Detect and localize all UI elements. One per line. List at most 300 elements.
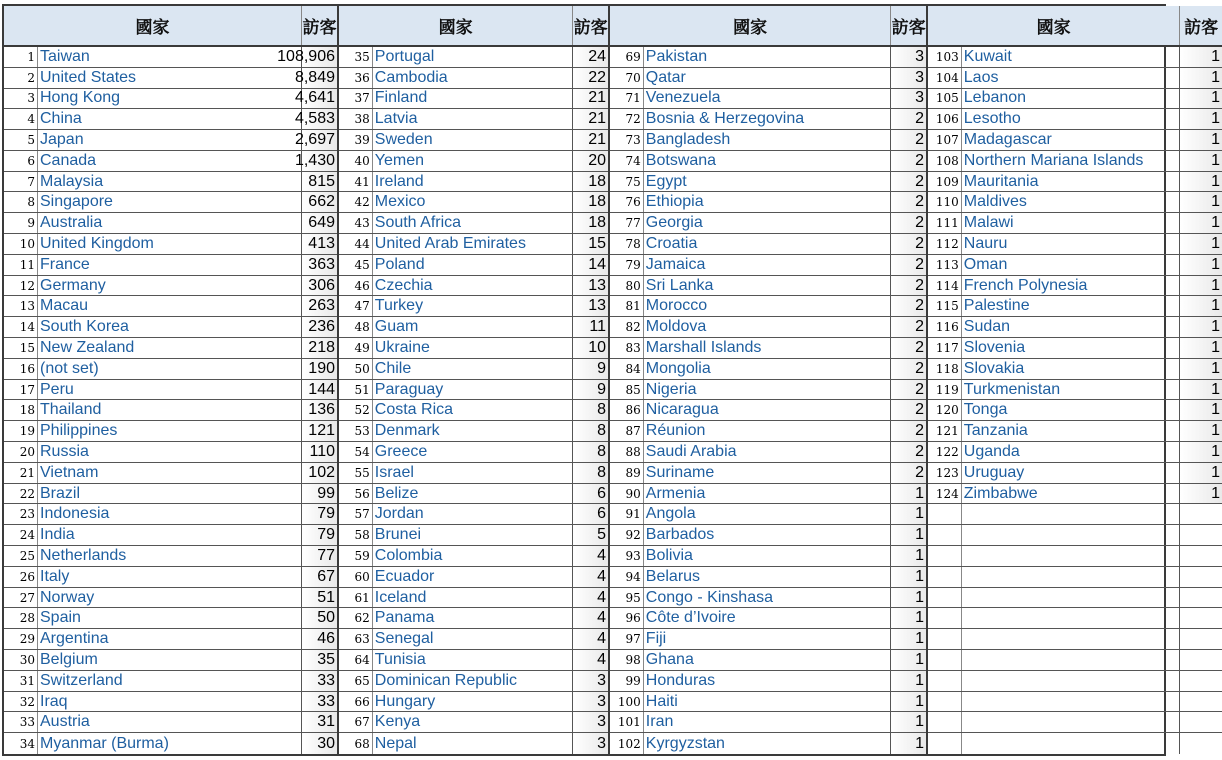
rank-cell: 102 bbox=[610, 733, 644, 754]
country-name-cell: Mexico bbox=[373, 192, 573, 212]
visitors-cell: 24 bbox=[573, 47, 608, 67]
rank-cell: 64 bbox=[339, 650, 373, 670]
rank-cell: 60 bbox=[339, 567, 373, 587]
rank-cell bbox=[928, 733, 962, 754]
rank-cell: 78 bbox=[610, 234, 644, 254]
visitors-cell: 2 bbox=[891, 421, 926, 441]
table-row bbox=[610, 650, 926, 671]
visitors-cell: 2 bbox=[891, 380, 926, 400]
country-name-cell: Madagascar bbox=[962, 130, 1181, 150]
table-row bbox=[610, 400, 926, 421]
table-row bbox=[610, 255, 926, 276]
visitors-cell: 79 bbox=[302, 525, 337, 545]
country-name-cell: Iraq bbox=[38, 692, 302, 712]
table-row bbox=[928, 650, 1222, 671]
table-block bbox=[926, 6, 1222, 754]
table-row bbox=[339, 151, 608, 172]
country-name-cell bbox=[962, 608, 1181, 628]
table-row bbox=[4, 317, 337, 338]
table-row bbox=[339, 733, 608, 754]
country-name-cell: Belarus bbox=[644, 567, 891, 587]
rank-cell bbox=[928, 546, 962, 566]
visitors-cell: 77 bbox=[302, 546, 337, 566]
visitors-cell: 2 bbox=[891, 255, 926, 275]
country-name-cell: Taiwan bbox=[38, 47, 302, 67]
rank-cell: 44 bbox=[339, 234, 373, 254]
visitors-cell: 30 bbox=[302, 733, 337, 754]
table-row bbox=[928, 567, 1222, 588]
rank-cell: 19 bbox=[4, 421, 38, 441]
visitors-cell: 33 bbox=[302, 671, 337, 691]
rank-cell: 66 bbox=[339, 692, 373, 712]
rank-cell: 53 bbox=[339, 421, 373, 441]
visitors-cell: 1 bbox=[891, 588, 926, 608]
visitors-cell: 9 bbox=[573, 380, 608, 400]
country-name-cell: United Arab Emirates bbox=[373, 234, 573, 254]
table-header bbox=[610, 6, 926, 47]
table-row bbox=[4, 172, 337, 193]
visitors-cell: 306 bbox=[302, 276, 337, 296]
rank-cell: 116 bbox=[928, 317, 962, 337]
country-name-cell: Egypt bbox=[644, 172, 891, 192]
rank-cell: 29 bbox=[4, 629, 38, 649]
country-name-cell: Laos bbox=[962, 68, 1181, 88]
visitors-cell: 263 bbox=[302, 296, 337, 316]
table-row bbox=[339, 109, 608, 130]
visitors-cell: 1 bbox=[1180, 296, 1222, 316]
rank-cell: 7 bbox=[4, 172, 38, 192]
header-country: 國家 bbox=[928, 6, 1180, 45]
rank-cell: 105 bbox=[928, 89, 962, 109]
visitors-cell: 1 bbox=[1180, 151, 1222, 171]
visitors-cell: 2 bbox=[891, 213, 926, 233]
rank-cell: 10 bbox=[4, 234, 38, 254]
visitors-cell bbox=[1180, 692, 1222, 712]
table-row bbox=[339, 484, 608, 505]
visitors-cell: 2 bbox=[891, 442, 926, 462]
visitors-cell: 2 bbox=[891, 400, 926, 420]
table-row bbox=[610, 109, 926, 130]
rank-cell: 6 bbox=[4, 151, 38, 171]
visitors-cell: 46 bbox=[302, 629, 337, 649]
visitors-cell: 18 bbox=[573, 213, 608, 233]
visitors-cell: 1 bbox=[1180, 47, 1222, 67]
visitors-cell: 815 bbox=[302, 172, 337, 192]
rank-cell: 76 bbox=[610, 192, 644, 212]
country-name-cell: Moldova bbox=[644, 317, 891, 337]
rank-cell: 5 bbox=[4, 130, 38, 150]
country-name-cell: Austria bbox=[38, 712, 302, 732]
table-row bbox=[339, 255, 608, 276]
visitors-cell: 2 bbox=[891, 317, 926, 337]
country-name-cell: Bangladesh bbox=[644, 130, 891, 150]
country-name-cell: India bbox=[38, 525, 302, 545]
country-name-cell: Ethiopia bbox=[644, 192, 891, 212]
country-name-cell: Colombia bbox=[373, 546, 573, 566]
table-row bbox=[928, 671, 1222, 692]
country-name-cell: Ukraine bbox=[373, 338, 573, 358]
visitors-cell: 121 bbox=[302, 421, 337, 441]
table-row bbox=[928, 442, 1222, 463]
rank-cell: 96 bbox=[610, 608, 644, 628]
visitors-cell: 1 bbox=[1180, 463, 1222, 483]
visitors-cell: 662 bbox=[302, 192, 337, 212]
rank-cell: 38 bbox=[339, 109, 373, 129]
rank-cell: 73 bbox=[610, 130, 644, 150]
table-row bbox=[339, 192, 608, 213]
visitors-cell bbox=[1180, 567, 1222, 587]
table-row bbox=[4, 151, 337, 172]
rank-cell: 68 bbox=[339, 733, 373, 754]
visitors-cell: 1 bbox=[1180, 68, 1222, 88]
table-row bbox=[928, 421, 1222, 442]
visitors-cell: 21 bbox=[573, 130, 608, 150]
country-name-cell: Brunei bbox=[373, 525, 573, 545]
table-row bbox=[928, 588, 1222, 609]
visitors-cell: 15 bbox=[573, 234, 608, 254]
visitors-cell: 4,641 bbox=[294, 89, 335, 107]
table-row bbox=[4, 276, 337, 297]
visitors-cell: 1 bbox=[1180, 192, 1222, 212]
header-country: 國家 bbox=[610, 6, 891, 45]
visitors-cell: 2 bbox=[891, 151, 926, 171]
table-row bbox=[928, 276, 1222, 297]
table-row bbox=[339, 89, 608, 110]
visitors-cell: 8 bbox=[573, 463, 608, 483]
visitors-cell: 190 bbox=[302, 359, 337, 379]
rank-cell: 90 bbox=[610, 484, 644, 504]
rank-cell: 108 bbox=[928, 151, 962, 171]
visitors-cell: 110 bbox=[302, 442, 337, 462]
country-name-cell: Belize bbox=[373, 484, 573, 504]
country-name-cell: Lebanon bbox=[962, 89, 1181, 109]
country-name-cell: Iran bbox=[644, 712, 891, 732]
visitors-cell bbox=[1180, 671, 1222, 691]
table-row bbox=[928, 68, 1222, 89]
rank-cell: 79 bbox=[610, 255, 644, 275]
rank-cell: 31 bbox=[4, 671, 38, 691]
country-name-cell: Myanmar (Burma) bbox=[38, 733, 302, 754]
country-name-cell: Ghana bbox=[644, 650, 891, 670]
country-name-cell: Pakistan bbox=[644, 47, 891, 67]
rank-cell: 121 bbox=[928, 421, 962, 441]
rank-cell: 8 bbox=[4, 192, 38, 212]
table-row bbox=[610, 567, 926, 588]
table-row bbox=[339, 608, 608, 629]
visitors-cell: 6 bbox=[573, 484, 608, 504]
rank-cell: 2 bbox=[4, 68, 38, 88]
table-row bbox=[928, 89, 1222, 110]
country-name-cell: Philippines bbox=[38, 421, 302, 441]
country-name-cell: Georgia bbox=[644, 213, 891, 233]
country-name-cell: Panama bbox=[373, 608, 573, 628]
rank-cell: 124 bbox=[928, 484, 962, 504]
country-name-cell: Oman bbox=[962, 255, 1181, 275]
table-row bbox=[610, 317, 926, 338]
visitors-cell: 1 bbox=[1180, 317, 1222, 337]
country-name-cell: Saudi Arabia bbox=[644, 442, 891, 462]
country-name-cell: Armenia bbox=[644, 484, 891, 504]
visitors-cell: 2 bbox=[891, 296, 926, 316]
visitors-cell: 1 bbox=[1180, 442, 1222, 462]
table-row bbox=[610, 234, 926, 255]
table-row bbox=[928, 192, 1222, 213]
country-name-cell: Tunisia bbox=[373, 650, 573, 670]
table-row bbox=[4, 109, 337, 130]
table-row bbox=[4, 234, 337, 255]
country-name-cell: South Africa bbox=[373, 213, 573, 233]
table-row bbox=[4, 567, 337, 588]
rank-cell: 115 bbox=[928, 296, 962, 316]
visitors-cell: 1 bbox=[1180, 255, 1222, 275]
table-row bbox=[339, 359, 608, 380]
rank-cell: 52 bbox=[339, 400, 373, 420]
table-row bbox=[610, 629, 926, 650]
rank-cell: 22 bbox=[4, 484, 38, 504]
country-name-cell bbox=[962, 712, 1181, 732]
table-row bbox=[339, 546, 608, 567]
visitors-cell: 2 bbox=[891, 463, 926, 483]
visitors-cell: 79 bbox=[302, 504, 337, 524]
table-row bbox=[4, 442, 337, 463]
rank-cell: 4 bbox=[4, 109, 38, 129]
rank-cell: 11 bbox=[4, 255, 38, 275]
table-row bbox=[4, 504, 337, 525]
visitors-cell: 4 bbox=[573, 650, 608, 670]
table-row bbox=[928, 296, 1222, 317]
rank-cell: 24 bbox=[4, 525, 38, 545]
rank-cell: 93 bbox=[610, 546, 644, 566]
country-name-cell: Belgium bbox=[38, 650, 302, 670]
rank-cell: 57 bbox=[339, 504, 373, 524]
visitors-cell: 1 bbox=[891, 484, 926, 504]
visitors-cell: 9 bbox=[573, 359, 608, 379]
rank-cell: 89 bbox=[610, 463, 644, 483]
visitors-cell bbox=[1180, 712, 1222, 732]
table-row bbox=[610, 68, 926, 89]
rank-cell: 85 bbox=[610, 380, 644, 400]
table-row bbox=[610, 151, 926, 172]
visitors-cell: 1 bbox=[891, 671, 926, 691]
visitors-cell bbox=[1180, 608, 1222, 628]
country-name-cell: Qatar bbox=[644, 68, 891, 88]
rank-cell bbox=[928, 629, 962, 649]
country-name-cell: Macau bbox=[38, 296, 302, 316]
rank-cell: 27 bbox=[4, 588, 38, 608]
rank-cell: 59 bbox=[339, 546, 373, 566]
rank-cell: 67 bbox=[339, 712, 373, 732]
visitors-cell: 3 bbox=[891, 68, 926, 88]
country-name-cell: Nicaragua bbox=[644, 400, 891, 420]
table-row bbox=[928, 338, 1222, 359]
country-name-cell: Hong Kong bbox=[38, 89, 302, 109]
rank-cell: 54 bbox=[339, 442, 373, 462]
country-name-cell: Tanzania bbox=[962, 421, 1181, 441]
visitors-cell: 649 bbox=[302, 213, 337, 233]
rank-cell bbox=[928, 671, 962, 691]
rank-cell bbox=[928, 588, 962, 608]
table-row bbox=[339, 400, 608, 421]
country-name-cell: Lesotho bbox=[962, 109, 1181, 129]
visitors-cell: 1 bbox=[1180, 213, 1222, 233]
visitors-cell bbox=[1180, 629, 1222, 649]
table-row bbox=[339, 213, 608, 234]
visitors-cell: 13 bbox=[573, 296, 608, 316]
table-header bbox=[339, 6, 608, 47]
table-row bbox=[339, 650, 608, 671]
table-row bbox=[610, 213, 926, 234]
rank-cell: 37 bbox=[339, 89, 373, 109]
table-row bbox=[4, 255, 337, 276]
visitors-cell: 1 bbox=[1180, 89, 1222, 109]
rank-cell: 30 bbox=[4, 650, 38, 670]
country-name-cell: Jordan bbox=[373, 504, 573, 524]
rank-cell: 21 bbox=[4, 463, 38, 483]
country-name-cell: Venezuela bbox=[644, 89, 891, 109]
table-row bbox=[610, 588, 926, 609]
country-name-cell: Paraguay bbox=[373, 380, 573, 400]
visitors-cell: 1 bbox=[1180, 380, 1222, 400]
country-name-cell: Zimbabwe bbox=[962, 484, 1181, 504]
rank-cell: 94 bbox=[610, 567, 644, 587]
rank-cell: 33 bbox=[4, 712, 38, 732]
visitors-cell: 3 bbox=[573, 692, 608, 712]
table-row bbox=[610, 525, 926, 546]
country-name-cell: Finland bbox=[373, 89, 573, 109]
visitors-cell: 2 bbox=[891, 234, 926, 254]
rank-cell: 75 bbox=[610, 172, 644, 192]
rank-cell: 23 bbox=[4, 504, 38, 524]
rank-cell: 113 bbox=[928, 255, 962, 275]
country-name-cell: Netherlands bbox=[38, 546, 302, 566]
table-row bbox=[928, 712, 1222, 733]
country-name-cell: Slovakia bbox=[962, 359, 1181, 379]
visitors-cell: 1 bbox=[1180, 130, 1222, 150]
rank-cell: 103 bbox=[928, 47, 962, 67]
country-name-cell: Côte d’Ivoire bbox=[644, 608, 891, 628]
country-name-cell: Malawi bbox=[962, 213, 1181, 233]
visitors-cell: 1 bbox=[1180, 359, 1222, 379]
rank-cell: 65 bbox=[339, 671, 373, 691]
table-row bbox=[4, 338, 337, 359]
country-name-cell: Mauritania bbox=[962, 172, 1181, 192]
rank-cell: 123 bbox=[928, 463, 962, 483]
rank-cell: 62 bbox=[339, 608, 373, 628]
table-header bbox=[4, 6, 337, 47]
table-row bbox=[339, 421, 608, 442]
country-name-cell: Fiji bbox=[644, 629, 891, 649]
rank-cell: 71 bbox=[610, 89, 644, 109]
country-name-cell: Mongolia bbox=[644, 359, 891, 379]
header-visitors: 訪客 bbox=[1184, 17, 1219, 38]
rank-cell: 87 bbox=[610, 421, 644, 441]
rank-cell bbox=[928, 712, 962, 732]
visitors-cell bbox=[1180, 525, 1222, 545]
rank-cell: 12 bbox=[4, 276, 38, 296]
visitors-cell: 413 bbox=[302, 234, 337, 254]
table-row bbox=[928, 504, 1222, 525]
rank-cell: 95 bbox=[610, 588, 644, 608]
country-name-cell: Jamaica bbox=[644, 255, 891, 275]
rank-cell: 104 bbox=[928, 68, 962, 88]
rank-cell bbox=[928, 608, 962, 628]
rank-cell: 35 bbox=[339, 47, 373, 67]
table-row bbox=[928, 546, 1222, 567]
visitors-cell: 1 bbox=[891, 629, 926, 649]
table-row bbox=[4, 525, 337, 546]
table-row bbox=[4, 608, 337, 629]
table-row bbox=[4, 421, 337, 442]
table-row bbox=[610, 172, 926, 193]
table-row bbox=[4, 359, 337, 380]
country-name-cell: Sudan bbox=[962, 317, 1181, 337]
table-row bbox=[4, 733, 337, 754]
rank-cell: 117 bbox=[928, 338, 962, 358]
table-row bbox=[4, 588, 337, 609]
visitors-cell: 3 bbox=[891, 89, 926, 109]
country-name-cell: Morocco bbox=[644, 296, 891, 316]
rank-cell: 106 bbox=[928, 109, 962, 129]
country-name-cell: Yemen bbox=[373, 151, 573, 171]
visitors-cell bbox=[1180, 733, 1222, 754]
visitors-cell: 4 bbox=[573, 629, 608, 649]
rank-cell: 81 bbox=[610, 296, 644, 316]
table-row bbox=[4, 213, 337, 234]
rank-cell: 72 bbox=[610, 109, 644, 129]
table-row bbox=[928, 47, 1222, 68]
table-row bbox=[610, 671, 926, 692]
country-name-cell: United Kingdom bbox=[38, 234, 302, 254]
rank-cell: 118 bbox=[928, 359, 962, 379]
visitors-cell: 2 bbox=[891, 192, 926, 212]
country-name-cell bbox=[962, 733, 1181, 754]
table-row bbox=[4, 463, 337, 484]
rank-cell: 83 bbox=[610, 338, 644, 358]
rank-cell: 91 bbox=[610, 504, 644, 524]
table-row bbox=[4, 296, 337, 317]
table-row bbox=[928, 380, 1222, 401]
visitors-cell: 21 bbox=[573, 109, 608, 129]
rank-cell: 74 bbox=[610, 151, 644, 171]
table-row bbox=[339, 525, 608, 546]
country-name-cell: Italy bbox=[38, 567, 302, 587]
country-name-cell bbox=[962, 504, 1181, 524]
country-name-cell: Senegal bbox=[373, 629, 573, 649]
rank-cell: 101 bbox=[610, 712, 644, 732]
visitors-cell: 1 bbox=[891, 525, 926, 545]
table-row bbox=[610, 608, 926, 629]
country-name-cell: Norway bbox=[38, 588, 302, 608]
rank-cell: 99 bbox=[610, 671, 644, 691]
rank-cell: 9 bbox=[4, 213, 38, 233]
rank-cell: 13 bbox=[4, 296, 38, 316]
table-row bbox=[610, 192, 926, 213]
rank-cell: 41 bbox=[339, 172, 373, 192]
rank-cell: 97 bbox=[610, 629, 644, 649]
table-row bbox=[928, 463, 1222, 484]
country-name-cell: Sri Lanka bbox=[644, 276, 891, 296]
rank-cell: 110 bbox=[928, 192, 962, 212]
visitors-cell: 236 bbox=[302, 317, 337, 337]
country-name-cell bbox=[962, 671, 1181, 691]
rank-cell: 50 bbox=[339, 359, 373, 379]
visitors-cell: 1 bbox=[1180, 172, 1222, 192]
country-name-cell bbox=[962, 692, 1181, 712]
visitors-cell bbox=[1180, 650, 1222, 670]
table-row bbox=[4, 712, 337, 733]
rank-cell: 14 bbox=[4, 317, 38, 337]
visitors-cell: 3 bbox=[573, 712, 608, 732]
